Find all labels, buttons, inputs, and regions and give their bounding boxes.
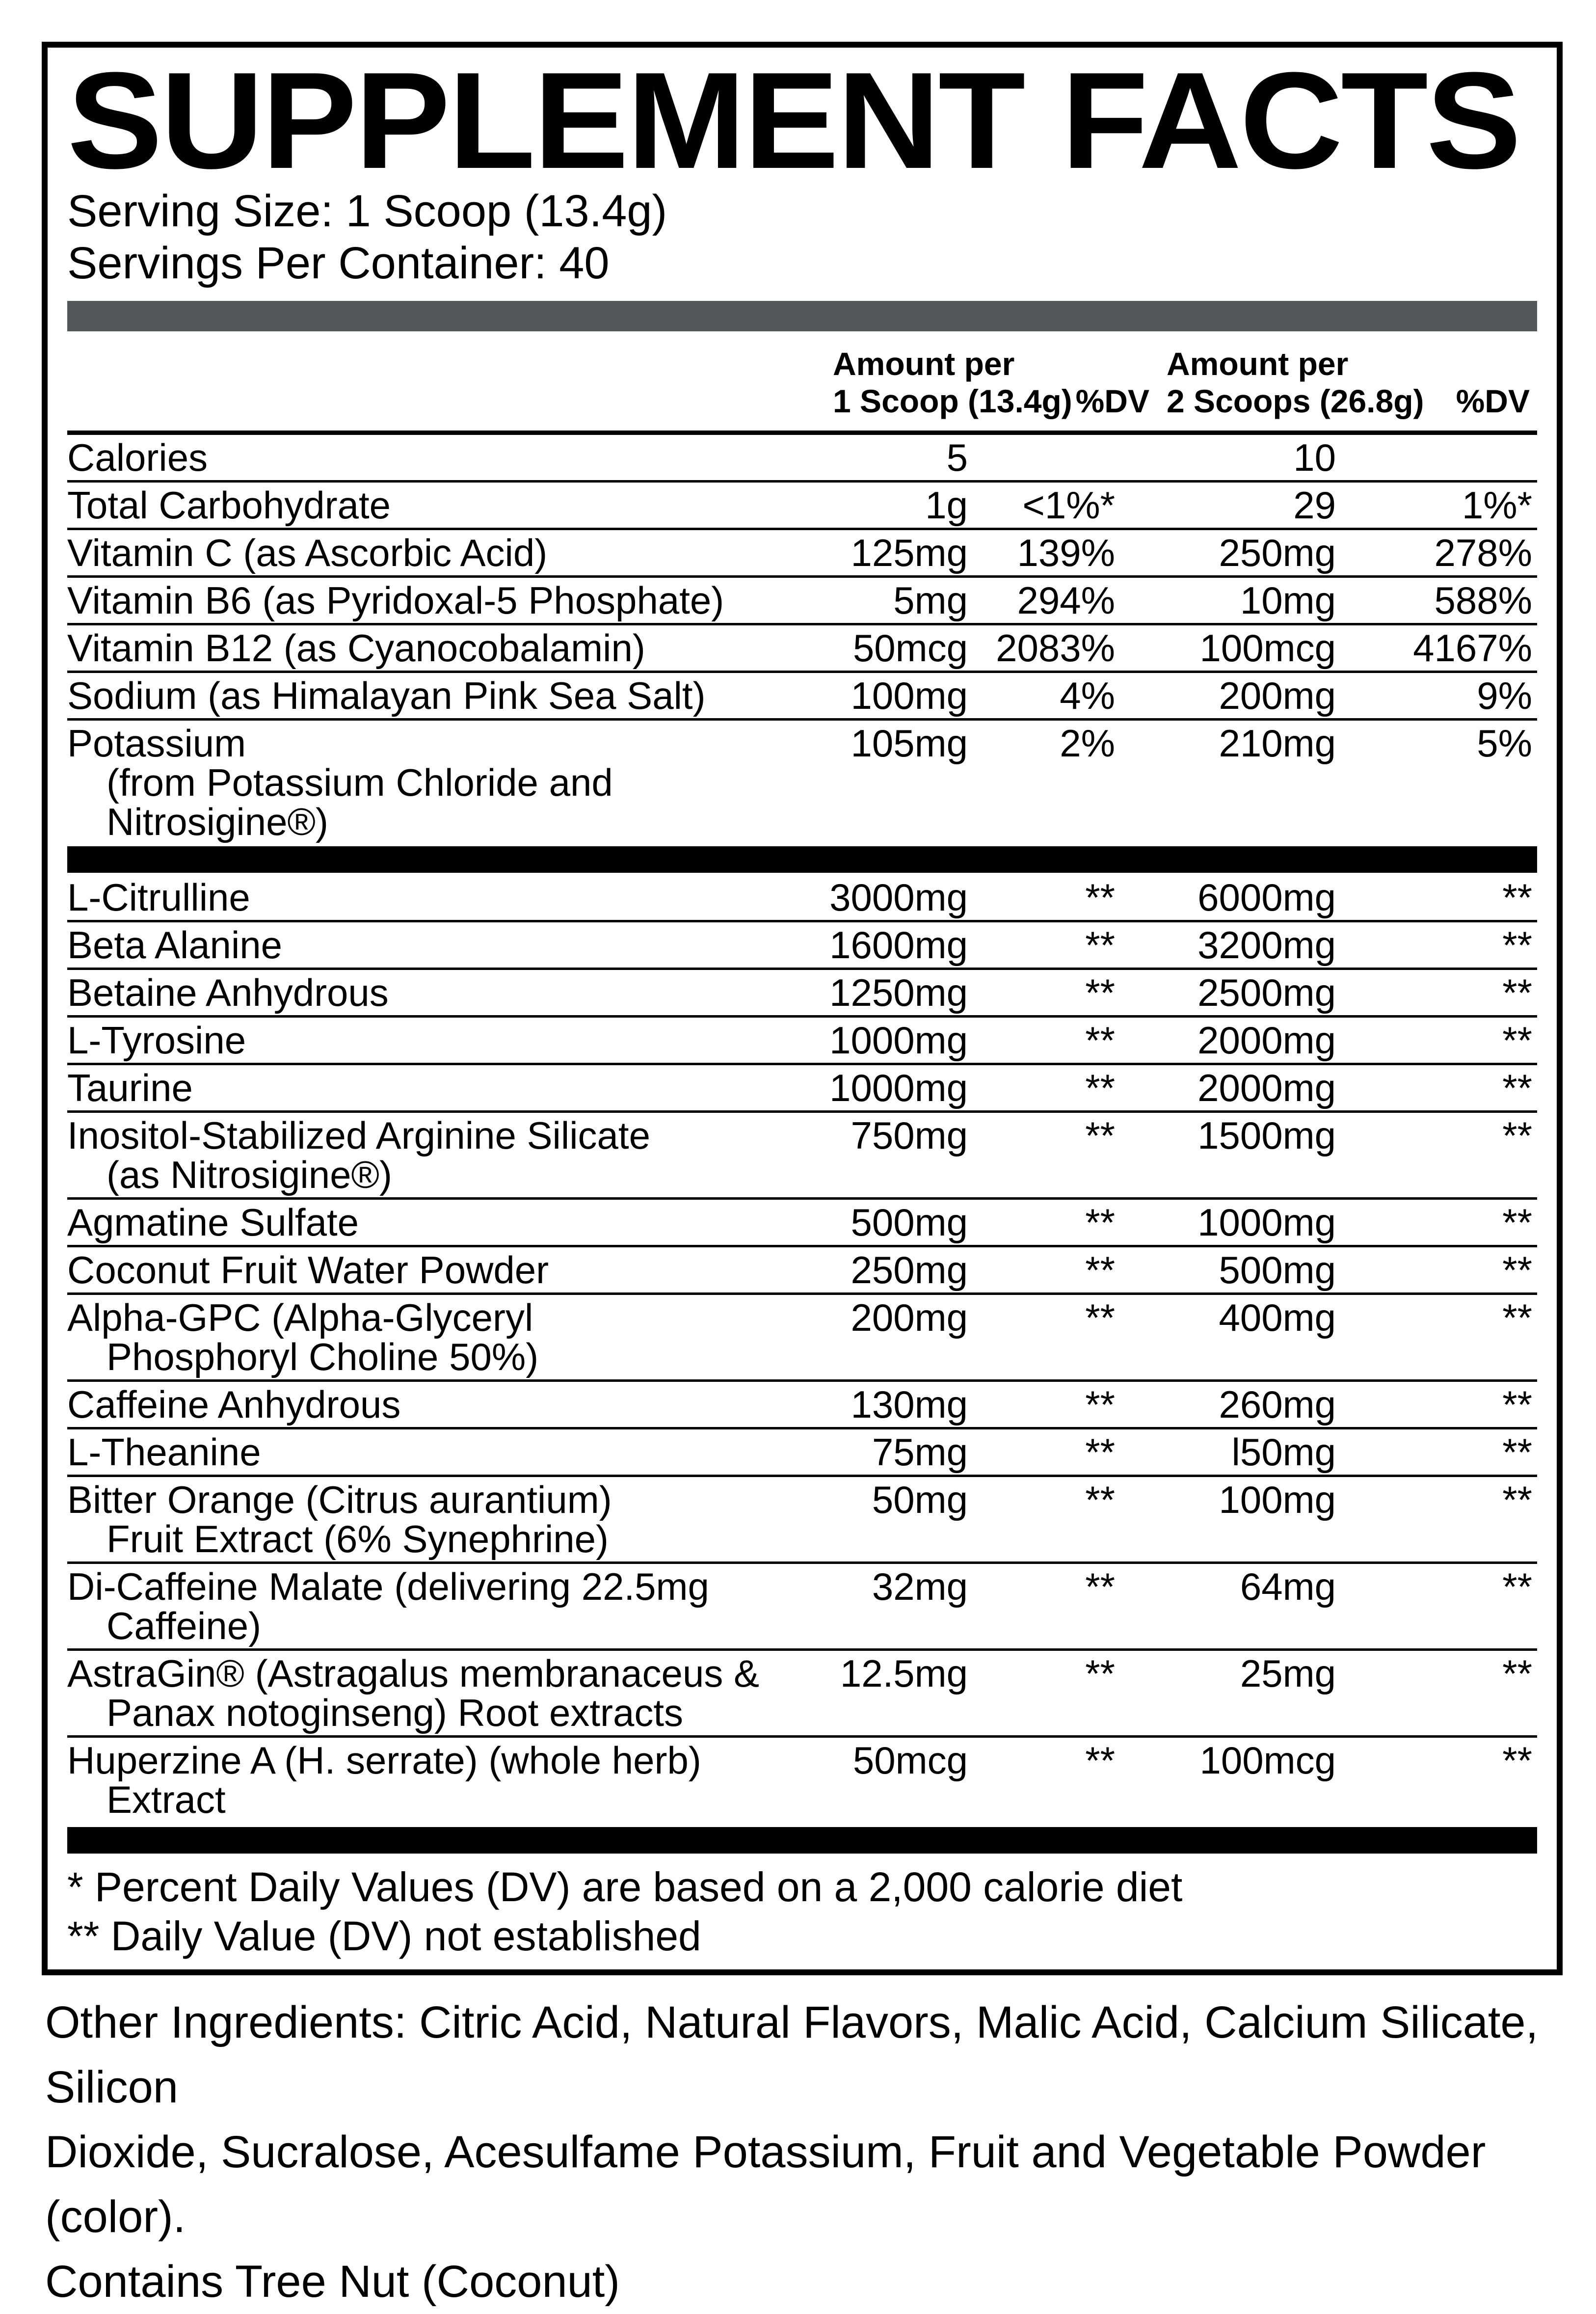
amount-per-1-scoop: 50mcg xyxy=(852,1739,968,1782)
ingredient-name-line1: L-Theanine xyxy=(67,1430,261,1474)
ingredient-row xyxy=(67,922,1537,970)
ingredient-row xyxy=(67,1738,1537,1822)
ingredient-name-line2: Fruit Extract (6% Synephrine) xyxy=(106,1517,609,1561)
ingredient-row xyxy=(67,1065,1537,1113)
ingredient-name xyxy=(67,628,843,668)
supplement-facts-panel xyxy=(42,42,1563,1975)
amount-per-1-scoop: 12.5mg xyxy=(840,1652,968,1695)
ingredient-name xyxy=(67,533,843,572)
percent-dv-1-scoop: ** xyxy=(1085,1430,1115,1474)
ingredient-row xyxy=(67,1382,1537,1429)
amount-per-1-scoop: 100mg xyxy=(851,674,968,717)
ingredient-name xyxy=(67,1480,843,1559)
ingredient-name xyxy=(67,724,843,841)
ingredient-name xyxy=(67,1654,843,1732)
percent-dv-2-scoops: ** xyxy=(1502,1739,1532,1782)
amount-per-1-scoop: 130mg xyxy=(851,1383,968,1426)
percent-dv-2-scoops: ** xyxy=(1502,1201,1532,1244)
percent-dv-1-scoop: ** xyxy=(1085,1296,1115,1339)
ingredient-name-line1: Bitter Orange (Citrus aurantium) xyxy=(67,1478,612,1521)
percent-dv-1-scoop: ** xyxy=(1085,1565,1115,1608)
percent-dv-2-scoops: ** xyxy=(1502,1066,1532,1109)
amount-per-2-scoops: l50mg xyxy=(1231,1430,1336,1474)
percent-dv-2-scoops: ** xyxy=(1502,876,1532,919)
ingredient-name-line1: Vitamin C (as Ascorbic Acid) xyxy=(67,531,548,574)
ingredient-name-line1: Alpha-GPC (Alpha-Glyceryl xyxy=(67,1296,533,1339)
amount-per-2-scoops: 2500mg xyxy=(1197,971,1336,1014)
ingredient-name xyxy=(67,1203,843,1242)
percent-dv-1-scoop: ** xyxy=(1085,1201,1115,1244)
amount-per-1-scoop: 50mcg xyxy=(852,626,968,670)
ingredients-section xyxy=(67,875,1537,1822)
ingredient-row xyxy=(67,721,1537,844)
amount-per-2-scoops: 500mg xyxy=(1219,1248,1336,1292)
ingredient-name-line1: Betaine Anhydrous xyxy=(67,971,389,1014)
percent-dv-2-scoops: ** xyxy=(1502,1019,1532,1062)
amount-per-2-scoops: 1500mg xyxy=(1197,1114,1336,1157)
percent-dv-1-scoop: ** xyxy=(1085,1383,1115,1426)
amount-per-2-scoops: 3200mg xyxy=(1197,923,1336,967)
percent-dv-2-scoops: ** xyxy=(1502,1430,1532,1474)
ingredient-name-line1: Inositol-Stabilized Arginine Silicate xyxy=(67,1114,650,1157)
amount-per-1-scoop: 200mg xyxy=(851,1296,968,1339)
ingredient-name xyxy=(67,878,843,917)
ingredient-row xyxy=(67,970,1537,1018)
ingredient-name-line2: Phosphoryl Choline 50%) xyxy=(106,1335,539,1378)
nutrients-section xyxy=(67,435,1537,844)
ingredient-name xyxy=(67,973,843,1012)
ingredient-row xyxy=(67,1429,1537,1477)
ingredient-name-line1: L-Citrulline xyxy=(67,876,250,919)
amount-per-2-scoops: 2000mg xyxy=(1197,1019,1336,1062)
header-amount-per-2-scoops-line1: Amount per xyxy=(1167,346,1349,382)
black-divider-bar-1 xyxy=(67,846,1537,873)
amount-per-2-scoops: 200mg xyxy=(1219,674,1336,717)
ingredient-row xyxy=(67,1113,1537,1200)
amount-per-1-scoop: 50mg xyxy=(872,1478,968,1521)
ingredient-name-line1: Coconut Fruit Water Powder xyxy=(67,1248,549,1292)
amount-per-1-scoop: 75mg xyxy=(872,1430,968,1474)
amount-per-1-scoop: 3000mg xyxy=(829,876,968,919)
percent-dv-2-scoops: 9% xyxy=(1477,674,1532,717)
panel-title: SUPPLEMENT FACTS xyxy=(67,44,1519,197)
ingredient-name xyxy=(67,1021,843,1060)
percent-dv-2-scoops: ** xyxy=(1502,1248,1532,1292)
column-headers xyxy=(67,345,1537,420)
ingredient-name-line1: Beta Alanine xyxy=(67,923,283,967)
percent-dv-1-scoop: ** xyxy=(1085,876,1115,919)
percent-dv-1-scoop: 2% xyxy=(1060,722,1115,765)
ingredient-name xyxy=(67,485,843,525)
amount-per-1-scoop: 5 xyxy=(946,436,968,479)
percent-dv-1-scoop: ** xyxy=(1085,1248,1115,1292)
percent-dv-1-scoop: ** xyxy=(1085,923,1115,967)
percent-dv-2-scoops: 1%* xyxy=(1462,484,1532,527)
ingredient-name xyxy=(67,1116,843,1194)
ingredient-name-line2: (as Nitrosigine®) xyxy=(106,1153,392,1196)
ingredient-name xyxy=(67,1432,843,1472)
header-amount-per-1-scoop xyxy=(833,345,1072,420)
amount-per-2-scoops: 2000mg xyxy=(1197,1066,1336,1109)
amount-per-2-scoops: 1000mg xyxy=(1197,1201,1336,1244)
amount-per-1-scoop: 1g xyxy=(925,484,968,527)
ingredient-name-line1: Sodium (as Himalayan Pink Sea Salt) xyxy=(67,674,706,717)
amount-per-1-scoop: 1600mg xyxy=(829,923,968,967)
amount-per-1-scoop: 125mg xyxy=(851,531,968,574)
ingredient-name-line1: Calories xyxy=(67,436,208,479)
percent-dv-2-scoops: ** xyxy=(1502,923,1532,967)
ingredient-name-line2: Panax notoginseng) Root extracts xyxy=(106,1691,684,1734)
amount-per-1-scoop: 32mg xyxy=(872,1565,968,1608)
footnotes xyxy=(67,1862,1537,1961)
amount-per-2-scoops: 6000mg xyxy=(1197,876,1336,919)
percent-dv-2-scoops: ** xyxy=(1502,1478,1532,1521)
ingredient-name-line1: Vitamin B12 (as Cyanocobalamin) xyxy=(67,626,645,670)
ingredient-name xyxy=(67,581,843,620)
ingredient-row xyxy=(67,673,1537,721)
amount-per-1-scoop: 250mg xyxy=(851,1248,968,1292)
amount-per-1-scoop: 1250mg xyxy=(829,971,968,1014)
percent-dv-2-scoops: 278% xyxy=(1434,531,1532,574)
ingredient-row xyxy=(67,625,1537,673)
header-amount-per-1-scoop-line1: Amount per xyxy=(833,346,1015,382)
ingredient-row xyxy=(67,578,1537,625)
ingredient-name xyxy=(67,1567,843,1645)
percent-dv-2-scoops: ** xyxy=(1502,1565,1532,1608)
percent-dv-1-scoop: 139% xyxy=(1017,531,1115,574)
other-ingredients xyxy=(45,1990,1571,2314)
amount-per-2-scoops: 10 xyxy=(1293,436,1336,479)
ingredient-name-line1: AstraGin® (Astragalus membranaceus & xyxy=(67,1652,760,1695)
ingredient-row xyxy=(67,483,1537,530)
ingredient-name-line2: Caffeine) xyxy=(106,1604,262,1647)
amount-per-2-scoops: 25mg xyxy=(1240,1652,1336,1695)
serving-size: Serving Size: 1 Scoop (13.4g) xyxy=(67,186,667,236)
amount-per-2-scoops: 100mg xyxy=(1219,1478,1336,1521)
amount-per-2-scoops: 250mg xyxy=(1219,531,1336,574)
percent-dv-1-scoop: ** xyxy=(1085,971,1115,1014)
footnote-percent-dv: * Percent Daily Values (DV) are based on a 2,000 calorie diet xyxy=(67,1864,1183,1910)
percent-dv-1-scoop: ** xyxy=(1085,1739,1115,1782)
ingredient-name-line1: Potassium xyxy=(67,722,246,765)
header-rule-divider xyxy=(67,431,1537,435)
serving-info xyxy=(67,185,1537,289)
ingredient-name xyxy=(67,925,843,965)
percent-dv-2-scoops: 588% xyxy=(1434,579,1532,622)
ingredient-name xyxy=(67,1250,843,1290)
ingredient-name-line1: Caffeine Anhydrous xyxy=(67,1383,401,1426)
other-ingredients-line: Other Ingredients: Citric Acid, Natural Flavors, Malic Acid, Calcium Silicate, Silicon xyxy=(45,1997,1539,2112)
percent-dv-2-scoops: ** xyxy=(1502,1652,1532,1695)
percent-dv-1-scoop: ** xyxy=(1085,1478,1115,1521)
amount-per-2-scoops: 29 xyxy=(1293,484,1336,527)
ingredient-name-line1: Huperzine A (H. serrate) (whole herb) xyxy=(67,1739,701,1782)
percent-dv-2-scoops: 4167% xyxy=(1413,626,1532,670)
ingredient-name xyxy=(67,438,843,477)
ingredient-row xyxy=(67,1651,1537,1738)
header-percent-dv-2: %DV xyxy=(1456,383,1530,419)
footnote-dv-not-established: ** Daily Value (DV) not established xyxy=(67,1913,701,1959)
ingredient-name-line1: Di-Caffeine Malate (delivering 22.5mg xyxy=(67,1565,709,1608)
amount-per-2-scoops: 64mg xyxy=(1240,1565,1336,1608)
percent-dv-1-scoop: ** xyxy=(1085,1066,1115,1109)
ingredient-name xyxy=(67,1385,843,1424)
amount-per-2-scoops: 210mg xyxy=(1219,722,1336,765)
amount-per-1-scoop: 750mg xyxy=(851,1114,968,1157)
ingredient-name xyxy=(67,1741,843,1819)
ingredient-row xyxy=(67,1477,1537,1564)
ingredient-name-line1: Taurine xyxy=(67,1066,193,1109)
ingredient-row xyxy=(67,1295,1537,1382)
ingredient-name-line1: L-Tyrosine xyxy=(67,1019,246,1062)
percent-dv-2-scoops: ** xyxy=(1502,1383,1532,1426)
ingredient-row xyxy=(67,1564,1537,1651)
ingredient-name-line2: Extract xyxy=(106,1778,226,1821)
ingredient-name-line1: Agmatine Sulfate xyxy=(67,1201,359,1244)
ingredient-name-line1: Vitamin B6 (as Pyridoxal-5 Phosphate) xyxy=(67,579,724,622)
ingredient-row xyxy=(67,435,1537,483)
ingredient-row xyxy=(67,530,1537,578)
percent-dv-1-scoop: ** xyxy=(1085,1114,1115,1157)
amount-per-2-scoops: 400mg xyxy=(1219,1296,1336,1339)
ingredient-name xyxy=(67,676,843,715)
header-amount-per-2-scoops xyxy=(1167,345,1424,420)
header-percent-dv-1: %DV xyxy=(1075,383,1149,419)
ingredient-row xyxy=(67,1247,1537,1295)
amount-per-1-scoop: 500mg xyxy=(851,1201,968,1244)
other-ingredients-line: Dioxide, Sucralose, Acesulfame Potassium, Fruit and Vegetable Powder (color). xyxy=(45,2127,1486,2242)
header-amount-per-2-scoops-line2: 2 Scoops (26.8g) xyxy=(1167,383,1424,419)
percent-dv-1-scoop: <1%* xyxy=(1022,484,1115,527)
ingredient-row xyxy=(67,1018,1537,1065)
percent-dv-1-scoop: ** xyxy=(1085,1019,1115,1062)
gray-divider-bar xyxy=(67,301,1537,331)
percent-dv-1-scoop: 4% xyxy=(1060,674,1115,717)
ingredient-name xyxy=(67,1298,843,1376)
percent-dv-2-scoops: ** xyxy=(1502,971,1532,1014)
amount-per-2-scoops: 100mcg xyxy=(1199,1739,1336,1782)
black-divider-bar-2 xyxy=(67,1827,1537,1854)
other-ingredients-line: Contains Tree Nut (Coconut) xyxy=(45,2257,620,2307)
percent-dv-1-scoop: ** xyxy=(1085,1652,1115,1695)
amount-per-2-scoops: 260mg xyxy=(1219,1383,1336,1426)
ingredient-row xyxy=(67,875,1537,922)
percent-dv-1-scoop: 2083% xyxy=(996,626,1115,670)
amount-per-1-scoop: 1000mg xyxy=(829,1019,968,1062)
header-amount-per-1-scoop-line2: 1 Scoop (13.4g) xyxy=(833,383,1072,419)
amount-per-1-scoop: 105mg xyxy=(851,722,968,765)
ingredient-name xyxy=(67,1068,843,1107)
ingredient-name-line2: (from Potassium Chloride and Nitrosigine®) xyxy=(106,761,613,843)
percent-dv-1-scoop: 294% xyxy=(1017,579,1115,622)
servings-per-container: Servings Per Container: 40 xyxy=(67,238,610,288)
amount-per-1-scoop: 1000mg xyxy=(829,1066,968,1109)
ingredient-row xyxy=(67,1200,1537,1247)
ingredient-name-line1: Total Carbohydrate xyxy=(67,484,391,527)
amount-per-2-scoops: 100mcg xyxy=(1199,626,1336,670)
amount-per-2-scoops: 10mg xyxy=(1240,579,1336,622)
amount-per-1-scoop: 5mg xyxy=(893,579,968,622)
percent-dv-2-scoops: ** xyxy=(1502,1296,1532,1339)
percent-dv-2-scoops: ** xyxy=(1502,1114,1532,1157)
percent-dv-2-scoops: 5% xyxy=(1477,722,1532,765)
